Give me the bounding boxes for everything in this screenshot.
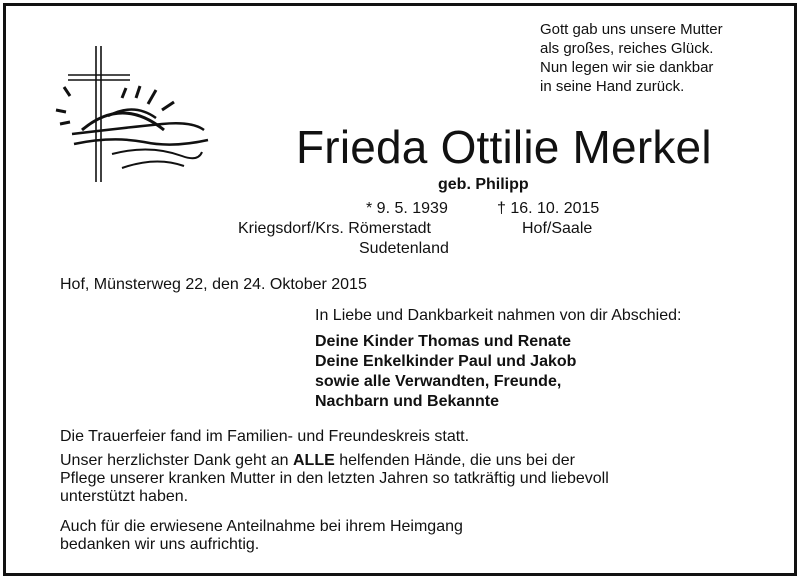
birth-place: Kriegsdorf/Krs. Römerstadt	[238, 220, 431, 237]
place-date-line: Hof, Münsterweg 22, den 24. Oktober 2015	[60, 276, 367, 293]
farewell-intro: In Liebe und Dankbarkeit nahmen von dir Abschied:	[315, 307, 682, 324]
poem-line: in seine Hand zurück.	[540, 78, 685, 95]
poem-quote	[540, 20, 723, 96]
ceremony-note: Die Trauerfeier fand im Familien- und Freundeskreis statt.	[60, 428, 470, 445]
condolence-paragraph	[60, 518, 463, 554]
deceased-name: Frieda Ottilie Merkel	[296, 121, 712, 173]
birth-date: * 9. 5. 1939	[366, 200, 448, 217]
thanks-line: Unser herzlichster Dank geht an ALLE helfenden Hände, die uns bei der	[60, 452, 575, 469]
death-place: Hof/Saale	[522, 220, 593, 237]
birth-region: Sudetenland	[359, 240, 449, 257]
condolence-line: Auch für die erwiesene Anteilnahme bei ihrem Heimgang	[60, 518, 463, 535]
thanks-line: unterstützt haben.	[60, 488, 189, 505]
mourner-line: sowie alle Verwandten, Freunde,	[315, 373, 562, 390]
mourners-list	[315, 332, 576, 412]
poem-line: Gott gab uns unsere Mutter	[540, 21, 723, 38]
thanks-line: Pflege unserer kranken Mutter in den letzten Jahren so tatkräftig und liebevoll	[60, 470, 609, 487]
poem-line: Nun legen wir sie dankbar	[540, 59, 714, 76]
poem-line: als großes, reiches Glück.	[540, 40, 714, 57]
cross-sunrise-icon	[52, 44, 210, 188]
condolence-line: bedanken wir uns aufrichtig.	[60, 536, 260, 553]
mourner-line: Nachbarn und Bekannte	[315, 393, 500, 410]
mourner-line: Deine Enkelkinder Paul und Jakob	[315, 353, 577, 370]
mourner-line: Deine Kinder Thomas und Renate	[315, 333, 572, 350]
thanks-paragraph	[60, 452, 609, 506]
emphasis-alle: ALLE	[293, 452, 335, 469]
death-date: † 16. 10. 2015	[497, 200, 600, 217]
birth-name: geb. Philipp	[438, 176, 529, 193]
